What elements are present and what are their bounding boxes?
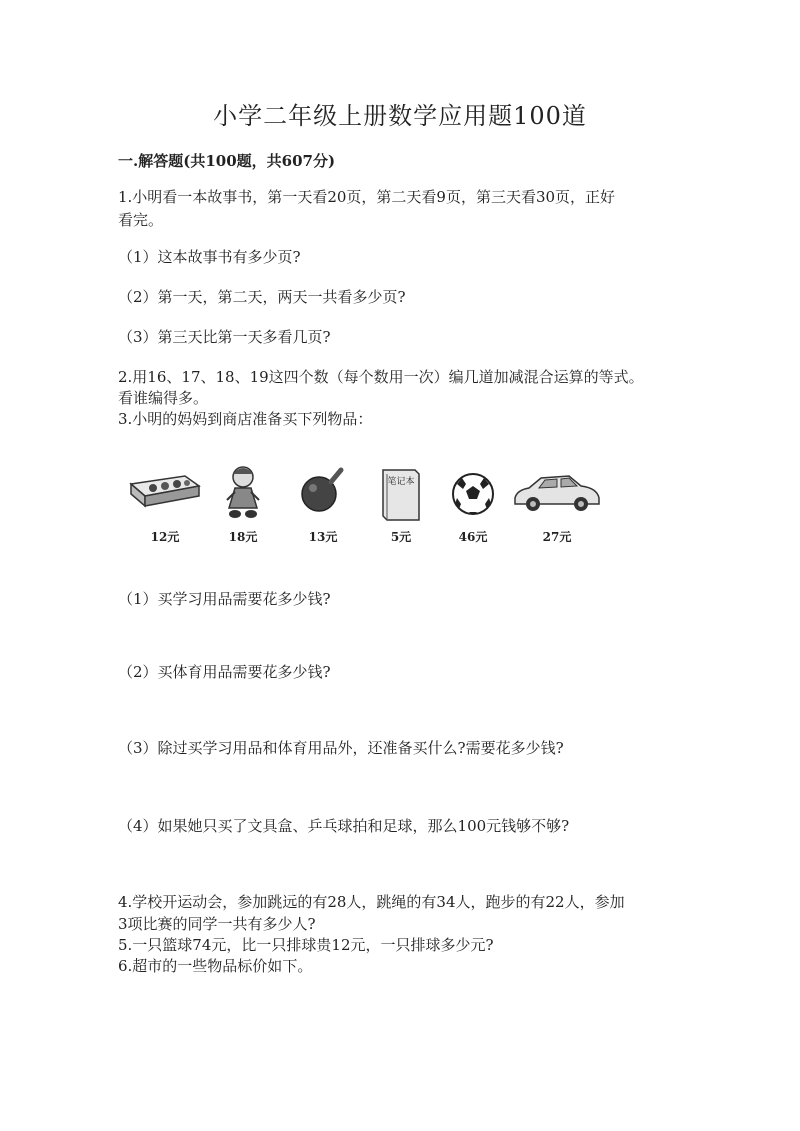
question-4-line-2: 3项比赛的同学一共有多少人? bbox=[118, 915, 316, 933]
question-1-line-1: 1.小明看一本故事书，第一天看20页，第二天看9页，第三天看30页，正好 bbox=[118, 188, 616, 206]
question-1-sub-2: （2）第一天，第二天，两天一共看多少页? bbox=[118, 288, 406, 306]
item-price: 5元 bbox=[390, 530, 412, 544]
question-3-sub-4: （4）如果她只买了文具盒、乒乓球拍和足球，那么100元钱够不够? bbox=[118, 817, 570, 835]
shopping-items-figure bbox=[125, 462, 605, 552]
notebook-icon bbox=[361, 462, 441, 522]
item-soccer-ball bbox=[433, 462, 513, 552]
question-1-sub-3: （3）第三天比第一天多看几页? bbox=[118, 328, 331, 346]
section-heading: 一.解答题(共100题，共607分) bbox=[118, 152, 336, 170]
item-price: 18元 bbox=[228, 530, 258, 544]
notebook-label: 笔记本 bbox=[387, 477, 415, 487]
item-price: 13元 bbox=[308, 530, 338, 544]
item-pencil-box bbox=[125, 462, 205, 552]
item-price: 27元 bbox=[542, 530, 572, 544]
item-price: 46元 bbox=[458, 530, 488, 544]
question-3-line-1: 3.小明的妈妈到商店准备买下列物品： bbox=[118, 410, 373, 428]
item-notebook bbox=[361, 462, 441, 552]
question-3-sub-2: （2）买体育用品需要花多少钱? bbox=[118, 663, 331, 681]
pencil-box-icon bbox=[125, 462, 205, 522]
ping-pong-paddle-icon bbox=[283, 462, 363, 522]
question-2-line-1: 2.用16、17、18、19这四个数（每个数用一次）编几道加减混合运算的等式。 bbox=[118, 368, 644, 386]
item-doll bbox=[203, 462, 283, 552]
question-5: 5.一只篮球74元，比一只排球贵12元，一只排球多少元? bbox=[118, 936, 494, 954]
item-ping-pong-paddle bbox=[283, 462, 363, 552]
soccer-ball-icon bbox=[433, 462, 513, 522]
doll-icon bbox=[203, 462, 283, 522]
question-3-sub-3: （3）除过买学习用品和体育用品外，还准备买什么?需要花多少钱? bbox=[118, 739, 564, 757]
question-1-line-2: 看完。 bbox=[118, 211, 164, 229]
question-2-line-2: 看谁编得多。 bbox=[118, 389, 209, 407]
question-4-line-1: 4.学校开运动会，参加跳远的有28人，跳绳的有34人，跑步的有22人，参加 bbox=[118, 893, 625, 911]
page-title: 小学二年级上册数学应用题100道 bbox=[213, 102, 587, 130]
question-6: 6.超市的一些物品标价如下。 bbox=[118, 957, 313, 975]
toy-car-icon bbox=[507, 462, 607, 522]
item-price: 12元 bbox=[150, 530, 180, 544]
question-3-sub-1: （1）买学习用品需要花多少钱? bbox=[118, 590, 331, 608]
item-toy-car bbox=[507, 462, 607, 552]
question-1-sub-1: （1）这本故事书有多少页? bbox=[118, 248, 301, 266]
